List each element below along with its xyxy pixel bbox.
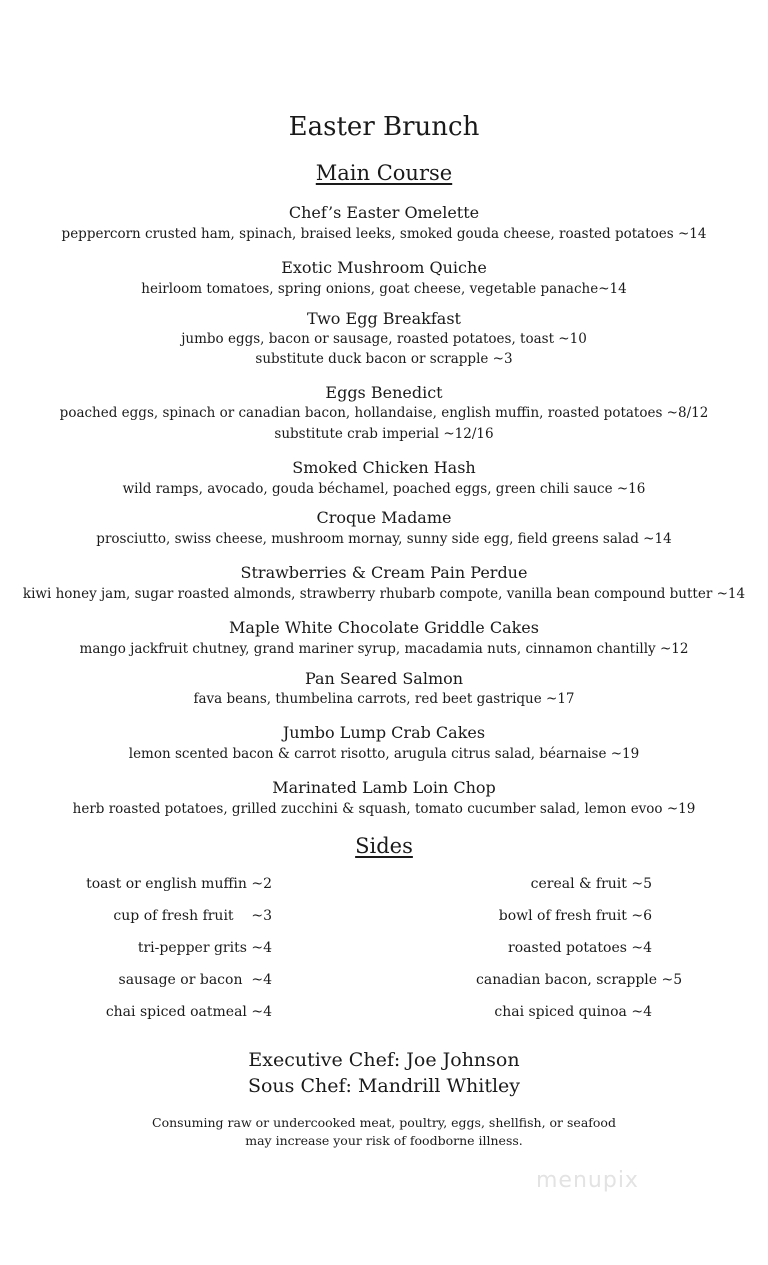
side-item: roasted potatoes ~4	[508, 940, 652, 956]
side-item: bowl of fresh fruit ~6	[498, 908, 652, 924]
side-item: chai spiced oatmeal ~4	[105, 1004, 272, 1020]
item-description: prosciutto, swiss cheese, mushroom mornay, sunny side egg, field greens salad ~14	[96, 531, 672, 547]
item-name: Maple White Chocolate Griddle Cakes	[229, 618, 539, 637]
watermark-logo: menupix	[536, 1168, 639, 1193]
item-description: mango jackfruit chutney, grand mariner syrup, macadamia nuts, cinnamon chantilly ~12	[79, 641, 689, 657]
side-item: toast or english muffin ~2	[86, 876, 272, 892]
item-description: kiwi honey jam, sugar roasted almonds, strawberry rhubarb compote, vanilla bean compound butter ~14	[22, 586, 746, 602]
side-item: cup of fresh fruit ~3	[113, 908, 272, 924]
side-item: chai spiced quinoa ~4	[494, 1004, 652, 1020]
item-description: lemon scented bacon & carrot risotto, arugula citrus salad, béarnaise ~19	[128, 746, 640, 762]
item-description: wild ramps, avocado, gouda béchamel, poached eggs, green chili sauce ~16	[122, 481, 646, 497]
item-name: Chef’s Easter Omelette	[288, 203, 480, 222]
side-item: cereal & fruit ~5	[530, 876, 652, 892]
item-substitution: substitute duck bacon or scrapple ~3	[255, 351, 513, 367]
disclaimer-line: Consuming raw or undercooked meat, poultry, eggs, shellfish, or seafood	[152, 1115, 616, 1130]
side-item: canadian bacon, scrapple ~5	[476, 972, 683, 988]
item-name: Smoked Chicken Hash	[292, 458, 476, 477]
side-item: sausage or bacon ~4	[118, 972, 272, 988]
executive-chef: Executive Chef: Joe Johnson	[248, 1049, 520, 1071]
item-substitution: substitute crab imperial ~12/16	[274, 426, 494, 442]
item-description: herb roasted potatoes, grilled zucchini & squash, tomato cucumber salad, lemon evoo ~19	[72, 801, 696, 817]
item-name: Two Egg Breakfast	[307, 309, 461, 328]
side-item: tri-pepper grits ~4	[137, 940, 272, 956]
item-description: poached eggs, spinach or canadian bacon, hollandaise, english muffin, roasted potatoes ~8/12	[59, 405, 709, 421]
sides-heading: Sides	[355, 834, 413, 858]
item-name: Exotic Mushroom Quiche	[281, 258, 487, 277]
item-name: Eggs Benedict	[325, 383, 443, 402]
menu-title: Easter Brunch	[288, 112, 480, 142]
item-description: jumbo eggs, bacon or sausage, roasted potatoes, toast ~10	[181, 331, 587, 347]
main-course-heading: Main Course	[315, 161, 453, 185]
disclaimer	[0, 1114, 768, 1150]
item-description: fava beans, thumbelina carrots, red beet gastrique ~17	[193, 691, 575, 707]
item-description: peppercorn crusted ham, spinach, braised leeks, smoked gouda cheese, roasted potatoes ~14	[61, 226, 707, 242]
item-name: Pan Seared Salmon	[304, 669, 464, 688]
disclaimer-line: may increase your risk of foodborne illness.	[245, 1133, 523, 1148]
item-name: Marinated Lamb Loin Chop	[272, 778, 496, 797]
item-name: Jumbo Lump Crab Cakes	[282, 723, 486, 742]
item-name: Croque Madame	[316, 508, 452, 527]
item-name: Strawberries & Cream Pain Perdue	[240, 563, 528, 582]
sous-chef: Sous Chef: Mandrill Whitley	[247, 1075, 521, 1097]
item-description: heirloom tomatoes, spring onions, goat cheese, vegetable panache~14	[141, 281, 627, 297]
